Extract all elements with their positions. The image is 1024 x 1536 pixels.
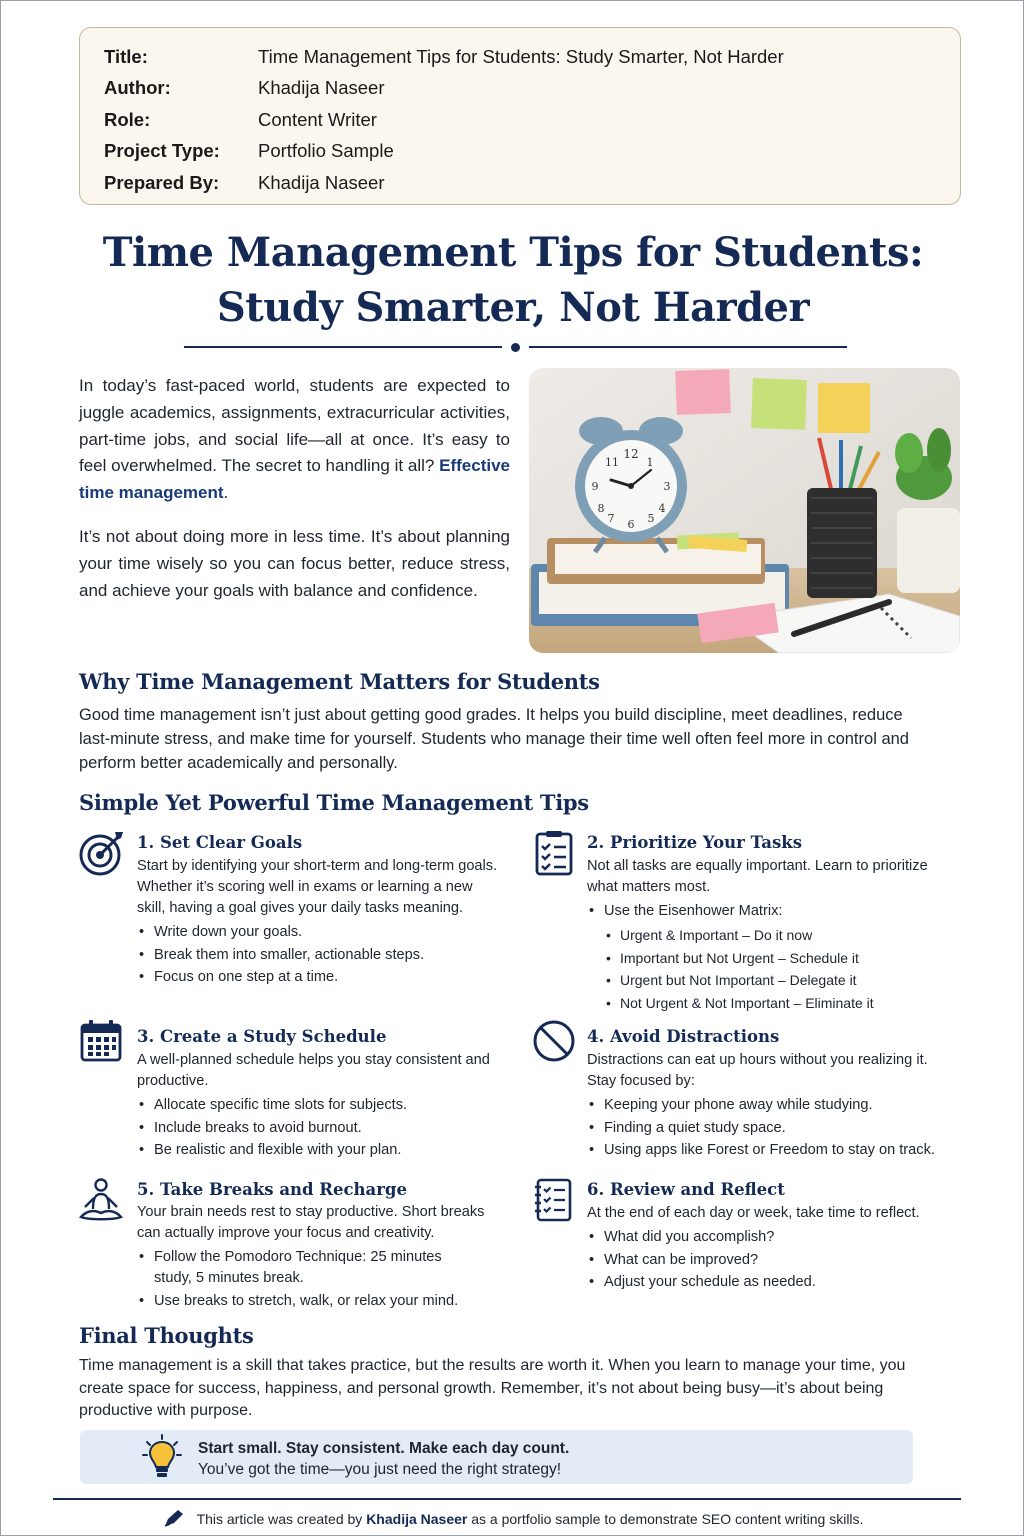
callout-box [80, 1430, 913, 1484]
tip-body [137, 1202, 509, 1313]
document-meta-box [79, 27, 961, 205]
callout-line-1: Start small. Stay consistent. Make each day count. [198, 1440, 570, 1457]
list-item: • What did you accomplish? [587, 1227, 951, 1248]
lightbulb-icon [142, 1434, 182, 1480]
tip-sub-bullets [587, 925, 947, 1014]
tip-bullets [137, 1247, 509, 1312]
clock-numeral-9: 9 [591, 480, 599, 493]
no-entry-icon [532, 1018, 578, 1064]
list-item: • Keeping your phone away while studying. [587, 1095, 951, 1116]
checklist-icon [532, 830, 578, 876]
callout-text [198, 1438, 569, 1480]
tip-bullets [587, 1227, 951, 1293]
intro-paragraph-1 [79, 373, 510, 507]
footer-author: Khadija Naseer [366, 1511, 468, 1527]
tips-heading: Simple Yet Powerful Time Management Tips [79, 790, 589, 815]
tip-bullets [587, 1095, 951, 1161]
footer [1, 1508, 1024, 1528]
clock-numeral-1: 1 [646, 456, 654, 469]
list-item: • Not Urgent & Not Important – Eliminate it [587, 993, 947, 1014]
potted-plant [895, 428, 960, 593]
meta-row-title [104, 41, 936, 73]
clock-numeral-3: 3 [663, 480, 671, 493]
meta-label: Title: [104, 45, 148, 67]
meta-row-author [104, 73, 936, 105]
clock-numeral-4: 4 [658, 502, 666, 515]
tip-description: Distractions can eat up hours without you realizing it. Stay focused by: [587, 1052, 928, 1089]
tip-bullets [137, 1095, 501, 1161]
sticky-note-pink [675, 369, 731, 415]
clock-numeral-5: 5 [647, 512, 655, 525]
tip-bullets [587, 901, 947, 922]
tip-description: A well-planned schedule helps you stay consistent and productive. [137, 1052, 490, 1089]
list-item: • Adjust your schedule as needed. [587, 1272, 951, 1293]
meta-row-project-type [104, 136, 936, 168]
list-item: • Use the Eisenhower Matrix: [587, 901, 947, 922]
list-item: • Write down your goals. [137, 922, 501, 943]
intro-highlight: Effective time management [79, 456, 510, 503]
meta-value: Content Writer [258, 108, 377, 130]
tip-title: 2. Prioritize Your Tasks [587, 833, 802, 852]
title-divider-dot [511, 343, 520, 352]
tip-title: 4. Avoid Distractions [587, 1027, 780, 1046]
list-item: • Urgent but Not Important – Delegate it [587, 970, 947, 991]
page-title-line-1: Time Management Tips for Students: [102, 229, 924, 276]
meta-label: Prepared By: [104, 171, 220, 193]
tip-description: Your brain needs rest to stay productive. Short breaks can actually improve your focus and creativity. [137, 1204, 485, 1241]
clock-numeral-7: 7 [607, 512, 615, 525]
sticky-note-yellow [818, 383, 870, 433]
meta-value: Portfolio Sample [258, 140, 394, 162]
tip-title: 1. Set Clear Goals [137, 833, 303, 852]
clock-numeral-11: 11 [605, 456, 619, 469]
list-item: • Important but Not Urgent – Schedule it [587, 948, 947, 969]
clock-numeral-12: 12 [623, 447, 639, 461]
sticky-note-green [751, 378, 807, 430]
meta-label: Project Type: [104, 140, 220, 162]
list-item: • What can be improved? [587, 1250, 951, 1271]
calendar-icon [79, 1018, 125, 1064]
target-icon [79, 830, 125, 876]
review-checklist-icon [532, 1177, 578, 1223]
desk-clock-svg [529, 368, 960, 653]
pen-icon [163, 1508, 185, 1528]
tip-body [587, 856, 947, 1015]
meta-row-prepared-by [104, 167, 936, 199]
intro-paragraph-1-end: . [223, 483, 229, 503]
why-body: Good time management isn’t just about getting good grades. It helps you build discipline, meet deadlines, reduce last-minute stress, and make time for yourself. Students who manage their time well often feel more in control and perform better academically and personally. [79, 706, 909, 772]
list-item: • Focus on one step at a time. [137, 967, 501, 988]
footer-divider [53, 1498, 961, 1500]
footer-suffix: as a portfolio sample to demonstrate SEO content writing skills. [467, 1511, 864, 1527]
list-item: • Break them into smaller, actionable steps. [137, 945, 501, 966]
meta-label: Role: [104, 108, 151, 130]
tip-body [137, 1050, 501, 1163]
list-item: • Finding a quiet study space. [587, 1118, 951, 1139]
meta-value: Khadija Naseer [258, 171, 385, 193]
tip-description: Start by identifying your short-term and long-term goals. Whether it’s scoring well in exams or learning a new skill, having a goal gives your daily tasks meaning. [137, 858, 498, 916]
tip-body [137, 856, 501, 990]
tip-description: Not all tasks are equally important. Learn to prioritize what matters most. [587, 858, 928, 895]
title-divider-left [184, 346, 502, 348]
list-item: • Use breaks to stretch, walk, or relax your mind. [137, 1291, 509, 1312]
tip-description: At the end of each day or week, take time to reflect. [587, 1205, 920, 1221]
desk-clock-illustration [529, 368, 960, 653]
list-item: • Allocate specific time slots for subjects. [137, 1095, 501, 1116]
list-item: • Follow the Pomodoro Technique: 25 minutes study, 5 minutes break. [137, 1247, 477, 1289]
tip-title: 6. Review and Reflect [587, 1180, 785, 1199]
final-body: Time management is a skill that takes practice, but the results are worth it. When you learn to manage your time, you create space for success, happiness, and personal growth. Remember, it’s not about being busy—it’s about being productive with purpose. [79, 1357, 906, 1419]
footer-prefix: This article was created by [196, 1511, 367, 1527]
clock-numeral-6: 6 [627, 518, 635, 531]
final-heading: Final Thoughts [79, 1323, 254, 1348]
page-title [1, 225, 1024, 335]
intro-paragraph-1-text: In today’s fast-paced world, students are expected to juggle academics, assignments, extracurricular activities, part-time jobs, and social life—all at once. It’s easy to feel overwhelmed. The secret to handling it all? [79, 376, 510, 476]
list-item: • Using apps like Forest or Freedom to stay on track. [587, 1140, 951, 1161]
meditation-icon [79, 1177, 125, 1223]
meta-value: Time Management Tips for Students: Study Smarter, Not Harder [258, 45, 784, 67]
tip-bullets [137, 922, 501, 988]
intro-paragraph-2: It’s not about doing more in less time. It’s about planning your time wisely so you can focus better, reduce stress, and achieve your goals with balance and confidence. [79, 526, 510, 600]
intro-text [79, 373, 510, 604]
meta-row-role [104, 104, 936, 136]
list-item: • Urgent & Important – Do it now [587, 925, 947, 946]
title-divider-right [529, 346, 847, 348]
list-item: • Include breaks to avoid burnout. [137, 1118, 501, 1139]
tip-title: 3. Create a Study Schedule [137, 1027, 387, 1046]
meta-value: Khadija Naseer [258, 77, 385, 99]
why-heading: Why Time Management Matters for Students [79, 669, 600, 694]
clock-numeral-8: 8 [597, 502, 605, 515]
list-item: • Be realistic and flexible with your plan. [137, 1140, 501, 1161]
callout-line-2: You’ve got the time—you just need the right strategy! [198, 1461, 562, 1478]
tip-body [587, 1050, 951, 1163]
tip-body [587, 1203, 951, 1295]
tip-title: 5. Take Breaks and Recharge [137, 1180, 407, 1199]
page-title-line-2: Study Smarter, Not Harder [216, 284, 810, 331]
meta-label: Author: [104, 77, 171, 99]
